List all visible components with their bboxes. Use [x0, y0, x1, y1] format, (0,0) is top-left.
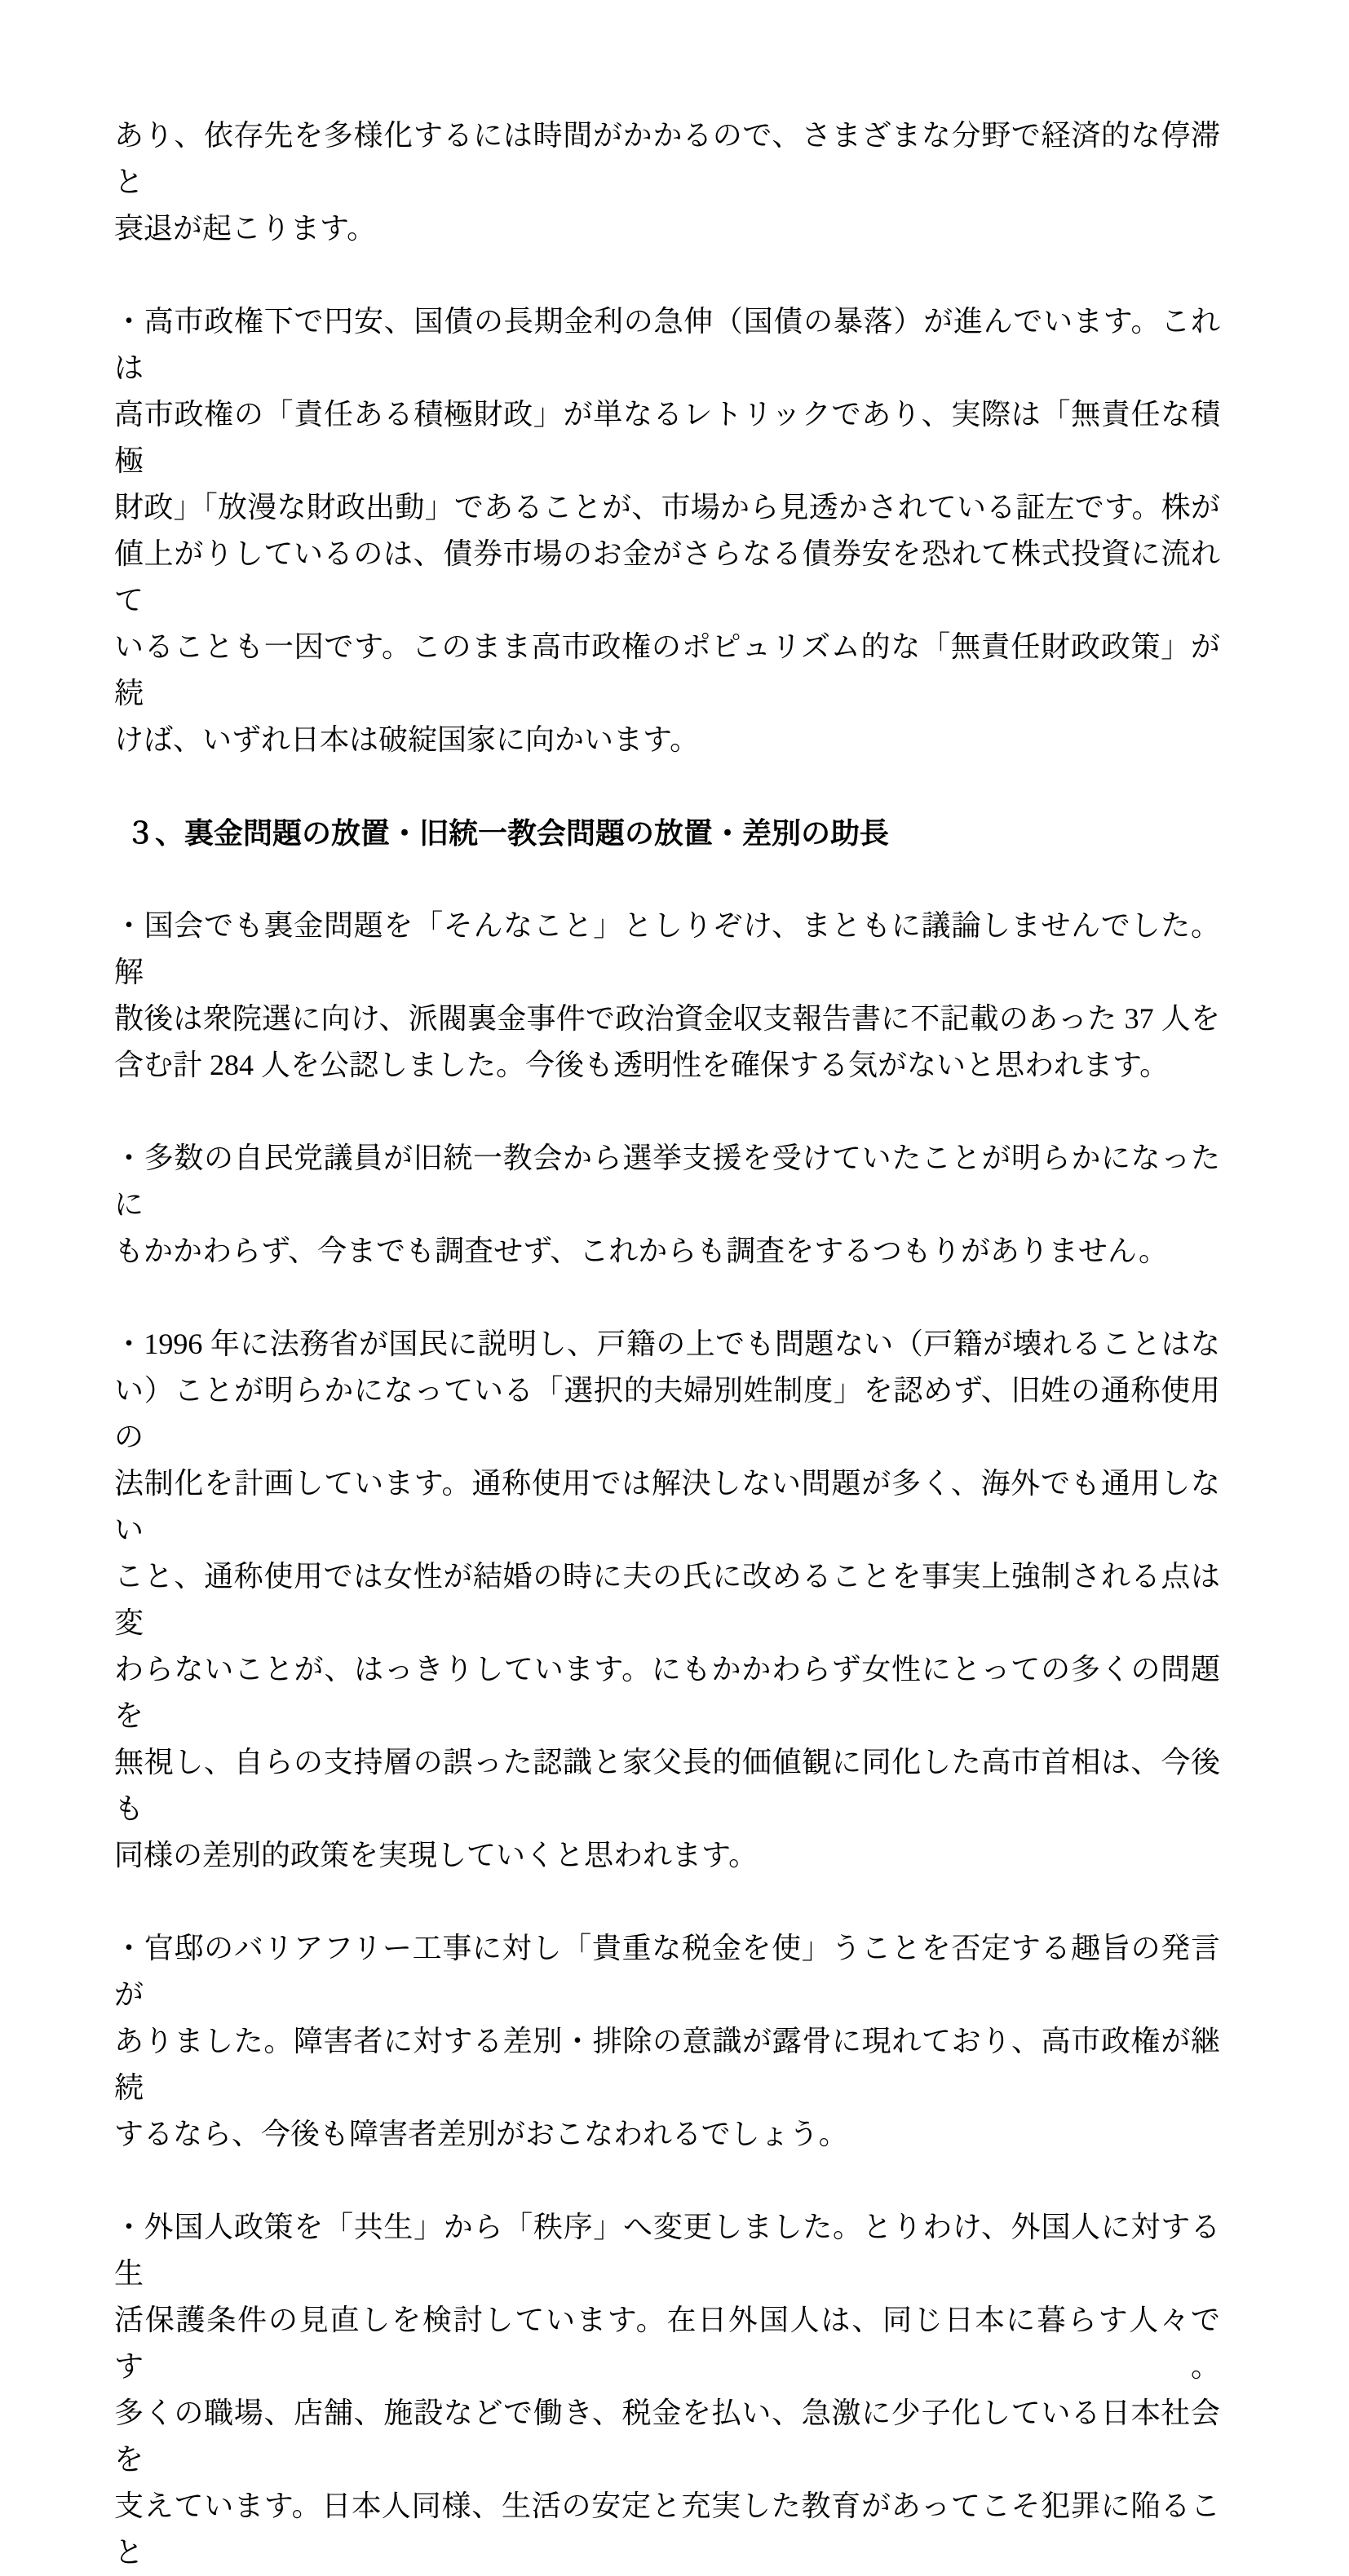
text-line: わらないことが、はっきりしています。にもかかわらず女性にとっての多くの問題を [114, 1653, 1220, 1732]
paragraph-economic-stagnation [114, 113, 1220, 252]
text-line: ・国会でも裏金問題を「そんなこと」としりぞけ、まともに議論しませんでした。解 [114, 909, 1220, 988]
text-line: 財政」「放漫な財政出動」であることが、市場から見透かされている証左です。株が [114, 491, 1220, 524]
text-line: 無視し、自らの支持層の誤った認識と家父長的価値観に同化した高市首相は、今後も [114, 1746, 1220, 1825]
text-line: 活保護条件の見直しを検討しています。在日外国人は、同じ日本に暮らす人々です。 [114, 2304, 1220, 2383]
text-line: 衰退が起こります。 [114, 212, 377, 245]
text-line: 散後は衆院選に向け、派閥裏金事件で政治資金収支報告書に不記載のあった 37 人を [114, 1002, 1220, 1035]
paragraph-selective-surname [114, 1321, 1220, 1879]
text-line: いることも一因です。このまま高市政権のポピュリズム的な「無責任財政政策」が続 [114, 630, 1220, 709]
text-line: あり、依存先を多様化するには時間がかかるので、さまざまな分野で経済的な停滞と [114, 119, 1220, 198]
text-line: い）ことが明らかになっている「選択的夫婦別姓制度」を認めず、旧姓の通称使用の [114, 1374, 1220, 1453]
section-heading-3: ３、裏金問題の放置・旧統一教会問題の放置・差別の助長 [126, 816, 890, 850]
text-line: ・多数の自民党議員が旧統一教会から選挙支援を受けていたことが明らかになったに [114, 1142, 1220, 1221]
paragraph-fiscal-policy [114, 298, 1220, 763]
text-line: するなら、今後も障害者差別がおこなわれるでしょう。 [114, 2118, 848, 2150]
paragraph-foreigner-policy [114, 2204, 1220, 2576]
paragraph-barrier-free [114, 1925, 1220, 2158]
text-line: こと、通称使用では女性が結婚の時に夫の氏に改めることを事実上強制される点は変 [114, 1560, 1220, 1639]
text-line: 含む計 284 人を公認しました。今後も透明性を確保する気がないと思われます。 [114, 1049, 1170, 1081]
text-line: 支えています。日本人同様、生活の安定と充実した教育があってこそ犯罪に陥ること [114, 2490, 1220, 2569]
text-line: ・高市政権下で円安、国債の長期金利の急伸（国債の暴落）が進んでいます。これは [114, 305, 1220, 384]
paragraph-kickback-problem [114, 903, 1220, 1089]
text-line: 高市政権の「責任ある積極財政」が単なるレトリックであり、実際は「無責任な積極 [114, 398, 1220, 477]
text-line: ・外国人政策を「共生」から「秩序」へ変更しました。とりわけ、外国人に対する生 [114, 2211, 1220, 2290]
text-line: 値上がりしているのは、債券市場のお金がさらなる債券安を恐れて株式投資に流れて [114, 537, 1220, 616]
text-line: 同様の差別的政策を実現していくと思われます。 [114, 1839, 759, 1871]
text-line: ・1996 年に法務省が国民に説明し、戸籍の上でも問題ない（戸籍が壊れることはな [114, 1328, 1220, 1360]
text-line: 法制化を計画しています。通称使用では解決しない問題が多く、海外でも通用しない [114, 1467, 1220, 1546]
text-line: 多くの職場、店舗、施設などで働き、税金を払い、急激に少子化している日本社会を [114, 2397, 1220, 2476]
text-line: ・官邸のバリアフリー工事に対し「貴重な税金を使」うことを否定する趣旨の発言が [114, 1932, 1220, 2011]
text-line: ありました。障害者に対する差別・排除の意識が露骨に現れており、高市政権が継続 [114, 2025, 1220, 2104]
paragraph-unification-church [114, 1135, 1220, 1275]
text-line: もかかわらず、今までも調査せず、これからも調査をするつもりがありません。 [114, 1235, 1169, 1267]
text-line: けば、いずれ日本は破綻国家に向かいます。 [114, 723, 700, 756]
